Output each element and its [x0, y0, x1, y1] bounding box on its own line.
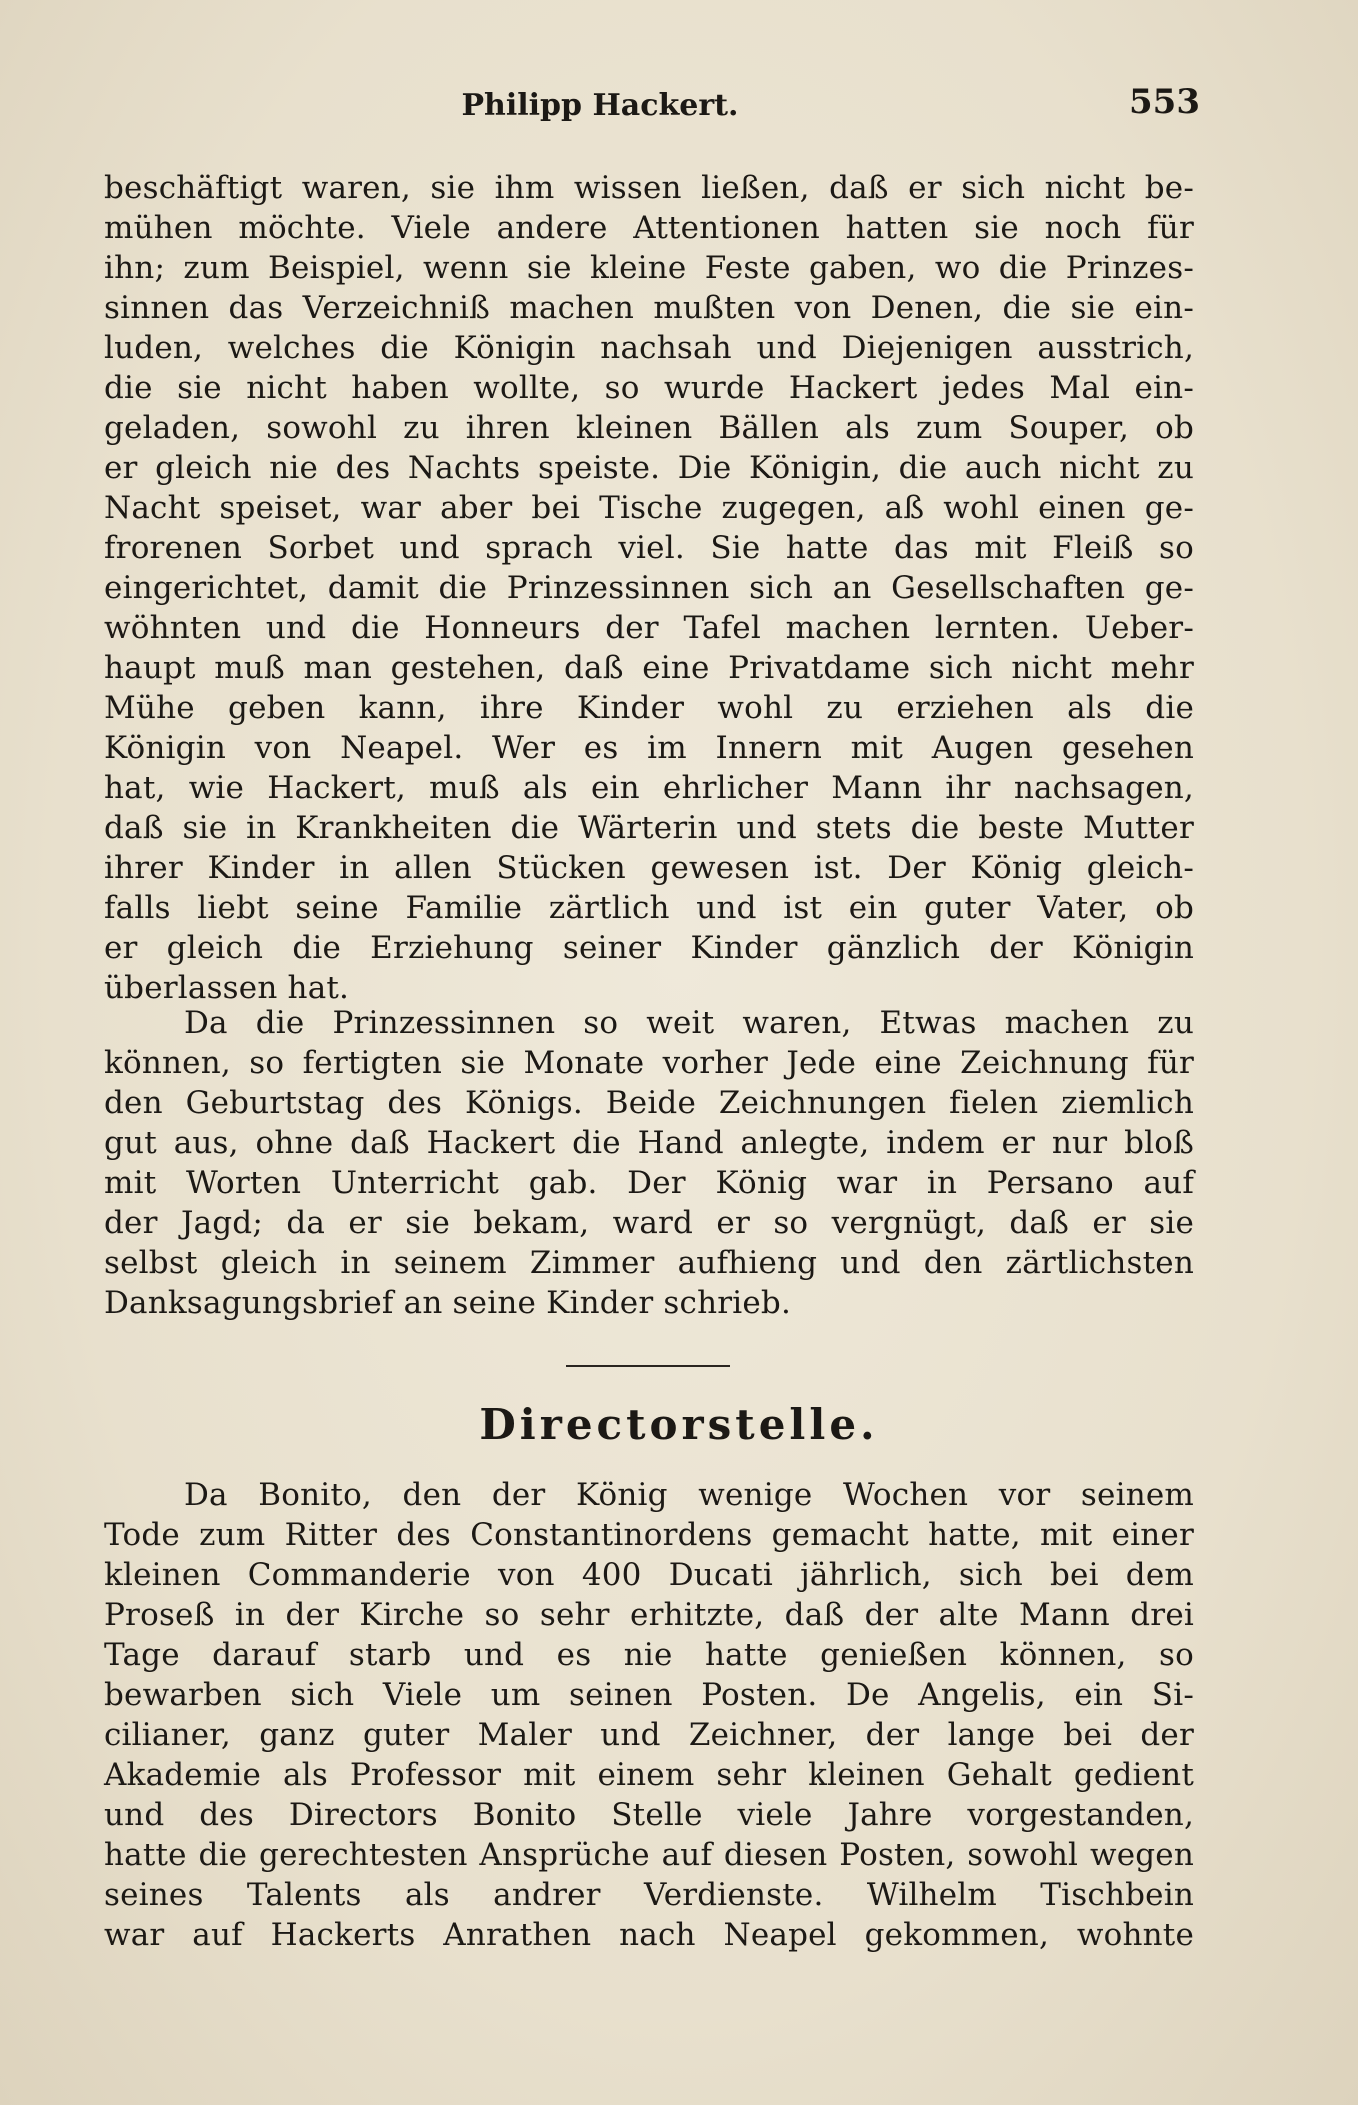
text-line: Da Bonito, den der König wenige Wochen vor seinem: [184, 1477, 1194, 1513]
text-line: beschäftigt waren, sie ihm wissen ließen, daß er sich nicht be-: [104, 170, 1194, 206]
text-line: geladen, sowohl zu ihren kleinen Bällen als zum Souper, ob: [104, 410, 1194, 446]
text-line: Mühe geben kann, ihre Kinder wohl zu erziehen als die: [104, 690, 1194, 726]
section-paragraph: [104, 1475, 1194, 1955]
text-line: können, so fertigten sie Monate vorher Jede eine Zeichnung für: [104, 1045, 1194, 1081]
text-line: daß sie in Krankheiten die Wärterin und stets die beste Mutter: [104, 810, 1194, 846]
text-line: überlassen hat.: [104, 970, 350, 1006]
text-line: seines Talents als andrer Verdienste. Wilhelm Tischbein: [104, 1877, 1194, 1913]
text-line: luden, welches die Königin nachsah und Diejenigen ausstrich,: [104, 330, 1194, 366]
text-line: Proseß in der Kirche so sehr erhitzte, daß der alte Mann drei: [104, 1597, 1194, 1633]
text-line: haupt muß man gestehen, daß eine Privatdame sich nicht mehr: [104, 650, 1194, 686]
text-line: den Geburtstag des Königs. Beide Zeichnungen fielen ziemlich: [104, 1085, 1194, 1121]
text-line: Danksagungsbrief an seine Kinder schrieb.: [104, 1285, 792, 1321]
text-line: und des Directors Bonito Stelle viele Jahre vorgestanden,: [104, 1797, 1194, 1833]
text-line: kleinen Commanderie von 400 Ducati jährlich, sich bei dem: [104, 1557, 1194, 1593]
text-line: cilianer, ganz guter Maler und Zeichner, der lange bei der: [104, 1717, 1194, 1753]
text-line: mit Worten Unterricht gab. Der König war in Persano auf: [104, 1165, 1194, 1201]
text-line: eingerichtet, damit die Prinzessinnen sich an Gesellschaften ge-: [104, 570, 1194, 606]
section-divider: [566, 1365, 730, 1367]
text-line: Akademie als Professor mit einem sehr kleinen Gehalt gedient: [104, 1757, 1194, 1793]
text-line: hatte die gerechtesten Ansprüche auf diesen Posten, sowohl wegen: [104, 1837, 1194, 1873]
page-number: 553: [1129, 82, 1200, 122]
text-line: Nacht speiset, war aber bei Tische zugegen, aß wohl einen ge-: [104, 490, 1194, 526]
text-line: ihrer Kinder in allen Stücken gewesen ist. Der König gleich-: [104, 850, 1194, 886]
running-title: Philipp Hackert.: [461, 88, 739, 123]
text-line: falls liebt seine Familie zärtlich und ist ein guter Vater, ob: [104, 890, 1194, 926]
text-line: sinnen das Verzeichniß machen mußten von Denen, die sie ein-: [104, 290, 1194, 326]
text-line: Königin von Neapel. Wer es im Innern mit Augen gesehen: [104, 730, 1194, 766]
text-line: selbst gleich in seinem Zimmer aufhieng und den zärtlichsten: [104, 1245, 1194, 1281]
section-heading: Directorstelle.: [479, 1400, 879, 1449]
text-line: frorenen Sorbet und sprach viel. Sie hatte das mit Fleiß so: [104, 530, 1194, 566]
text-line: die sie nicht haben wollte, so wurde Hackert jedes Mal ein-: [104, 370, 1194, 406]
text-line: er gleich nie des Nachts speiste. Die Königin, die auch nicht zu: [104, 450, 1194, 486]
text-line: wöhnten und die Honneurs der Tafel machen lernten. Ueber-: [104, 610, 1194, 646]
text-line: Da die Prinzessinnen so weit waren, Etwas machen zu: [184, 1005, 1194, 1041]
text-line: er gleich die Erziehung seiner Kinder gänzlich der Königin: [104, 930, 1194, 966]
text-line: der Jagd; da er sie bekam, ward er so vergnügt, daß er sie: [104, 1205, 1194, 1241]
text-line: bewarben sich Viele um seinen Posten. De Angelis, ein Si-: [104, 1677, 1194, 1713]
text-line: Tage darauf starb und es nie hatte genießen können, so: [104, 1637, 1194, 1673]
text-line: war auf Hackerts Anrathen nach Neapel gekommen, wohnte: [104, 1917, 1194, 1953]
text-line: ihn; zum Beispiel, wenn sie kleine Feste gaben, wo die Prinzes-: [104, 250, 1194, 286]
paragraph-2: [104, 1003, 1194, 1323]
text-line: Tode zum Ritter des Constantinordens gemacht hatte, mit einer: [104, 1517, 1194, 1553]
text-line: hat, wie Hackert, muß als ein ehrlicher Mann ihr nachsagen,: [104, 770, 1194, 806]
running-header: [100, 82, 1200, 132]
text-line: gut aus, ohne daß Hackert die Hand anlegte, indem er nur bloß: [104, 1125, 1194, 1161]
paragraph-1: [104, 168, 1194, 1008]
text-line: mühen möchte. Viele andere Attentionen hatten sie noch für: [104, 210, 1194, 246]
